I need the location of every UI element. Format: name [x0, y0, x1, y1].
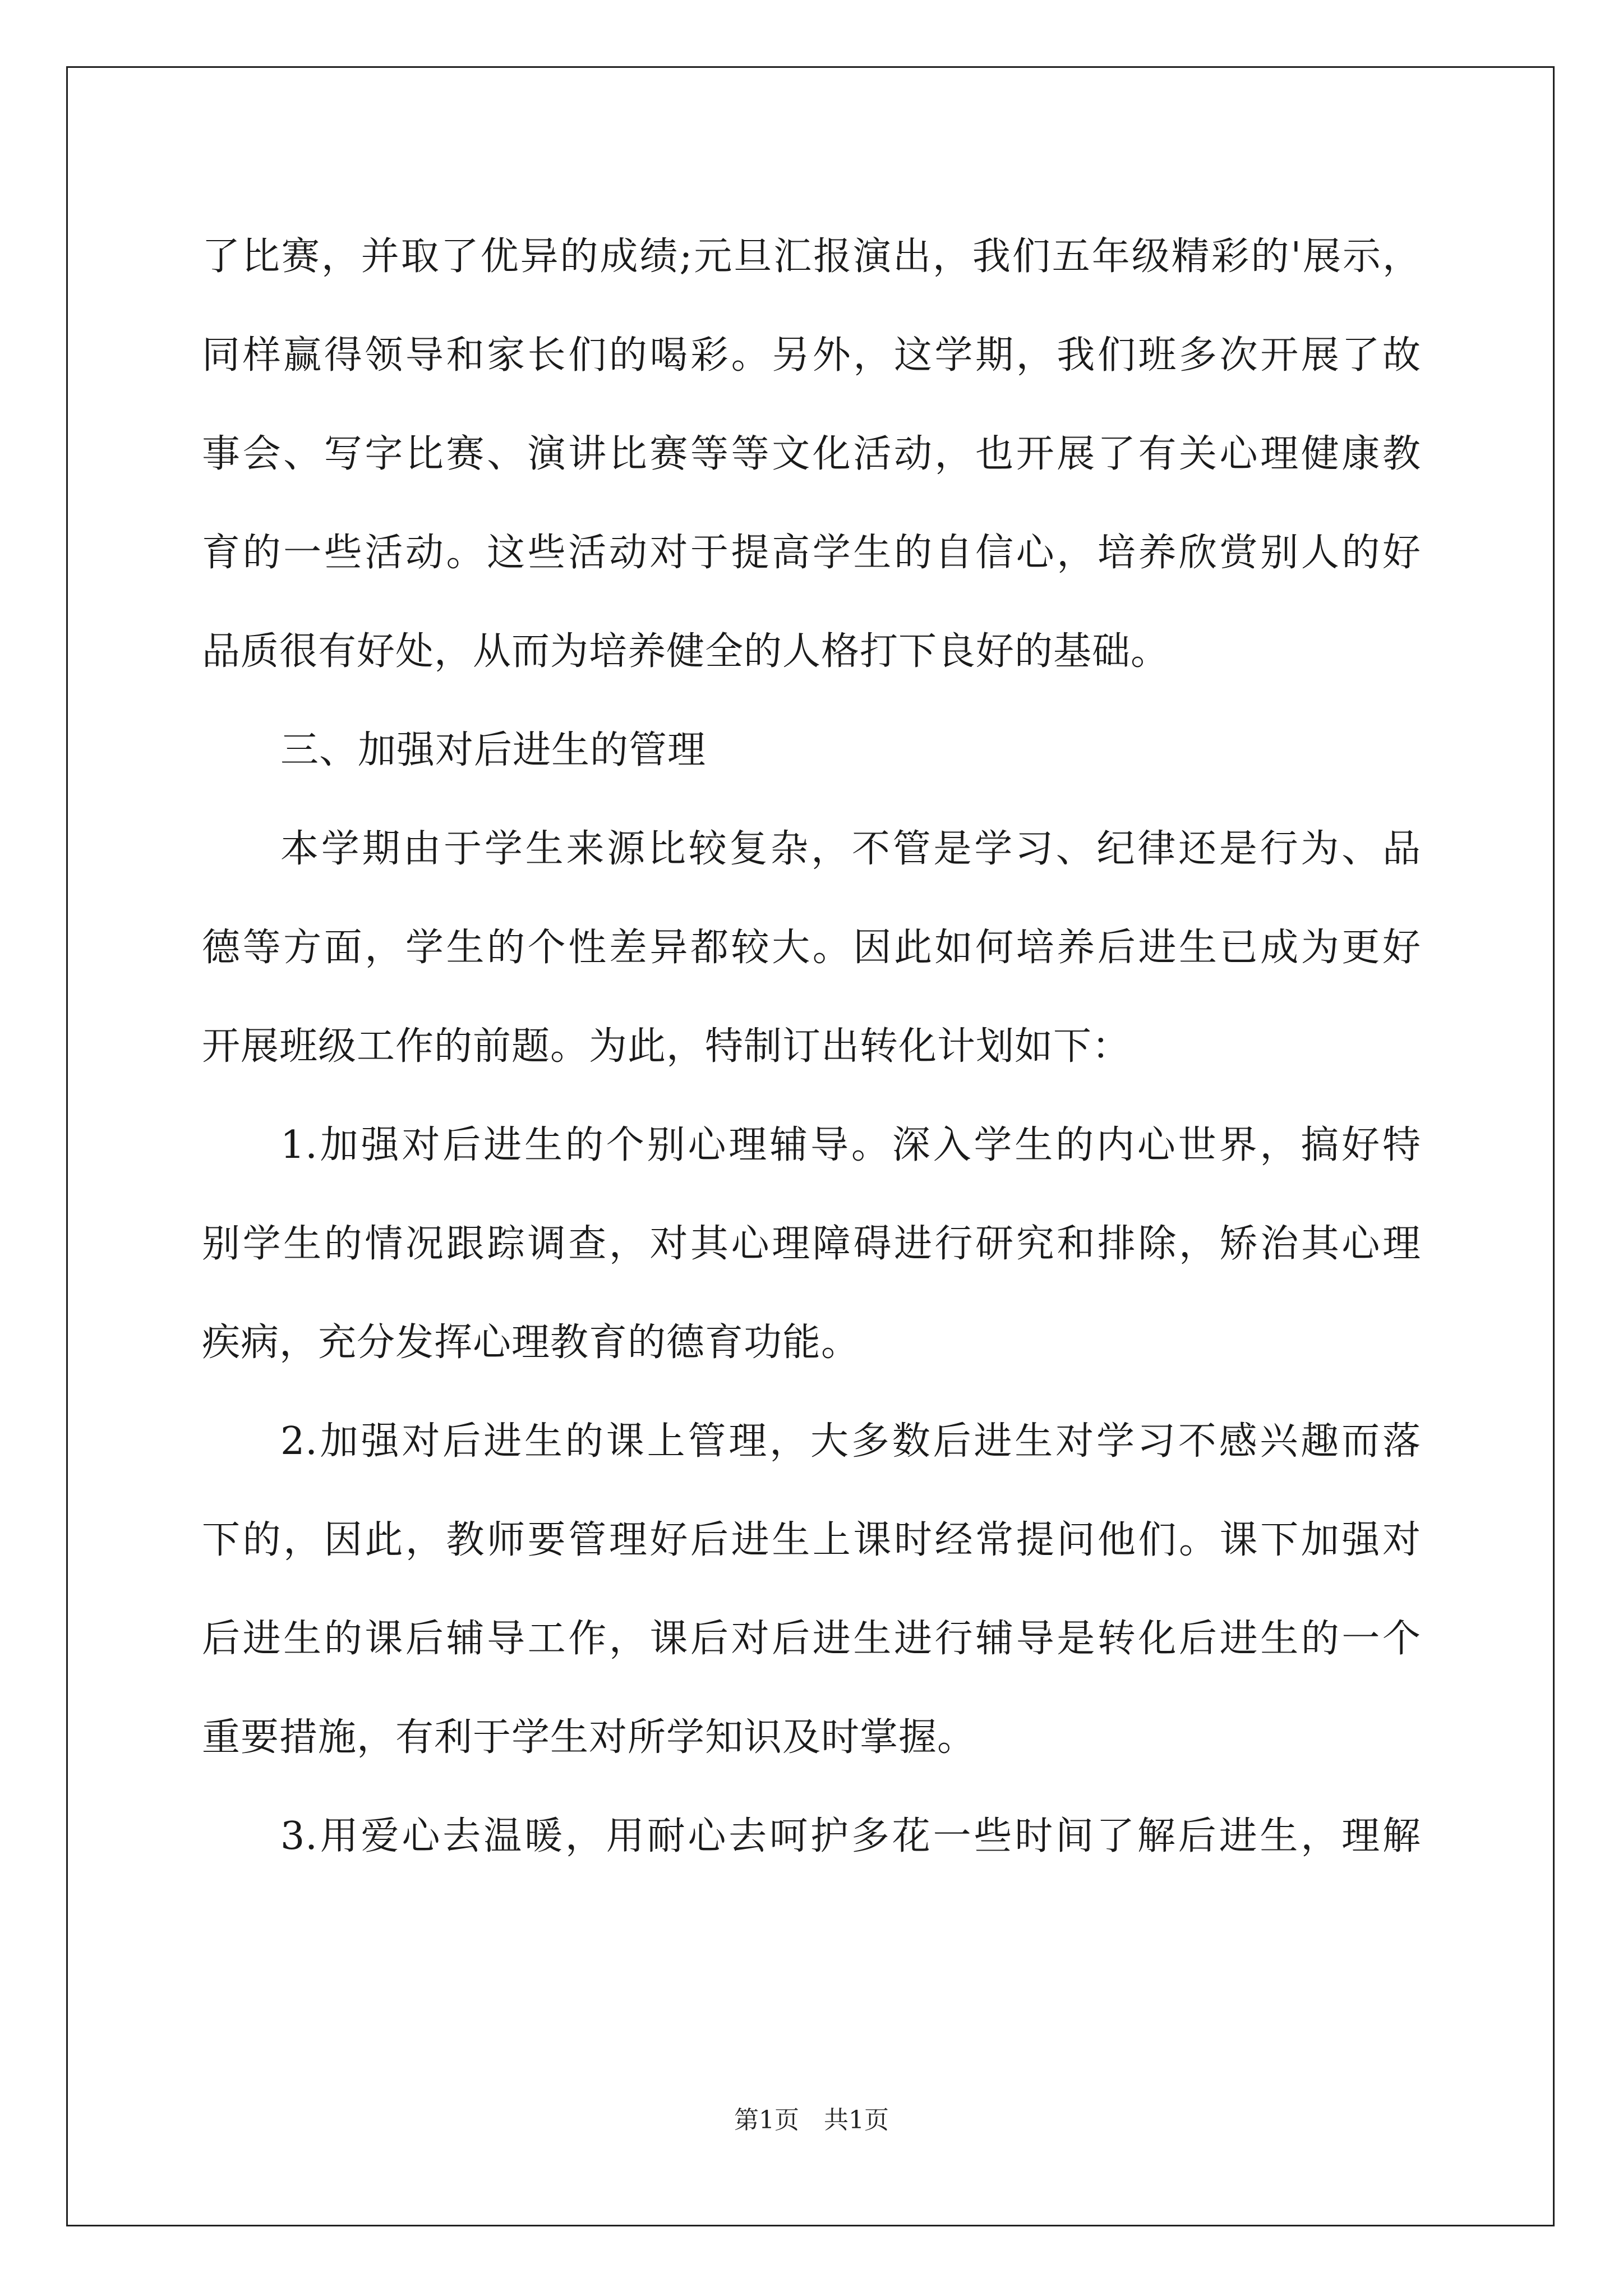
- text-line: 事会、写字比赛、演讲比赛等等文化活动，也开展了有关心理健康教: [202, 432, 1421, 476]
- list-item-2: 2.加强对后进生的课上管理，大多数后进生对学习不感兴趣而落: [280, 1419, 1421, 1464]
- text-line: 品质很有好处，从而为培养健全的人格打下良好的基础。: [202, 629, 1170, 674]
- text-line: 后进生的课后辅导工作，课后对后进生进行辅导是转化后进生的一个: [202, 1617, 1421, 1661]
- document-body: [202, 208, 1421, 1886]
- text-line: 育的一些活动。这些活动对于提高学生的自信心，培养欣赏别人的好: [202, 531, 1421, 575]
- page-number: 第1页 共1页: [734, 2106, 889, 2134]
- list-item-3: 3.用爱心去温暖，用耐心去呵护多花一些时间了解后进生，理解: [280, 1814, 1421, 1858]
- text-line: 开展班级工作的前题。为此，特制订出转化计划如下：: [202, 1024, 1131, 1069]
- text-line: 下的，因此，教师要管理好后进生上课时经常提问他们。课下加强对: [202, 1518, 1421, 1562]
- section-heading: 三、加强对后进生的管理: [280, 728, 707, 772]
- text-line: 德等方面，学生的个性差异都较大。因此如何培养后进生已成为更好: [202, 926, 1421, 970]
- text-line: 同样赢得领导和家长们的喝彩。另外，这学期，我们班多次开展了故: [202, 333, 1421, 378]
- text-line: 重要措施，有利于学生对所学知识及时掌握。: [202, 1715, 976, 1760]
- text-line: 疾病，充分发挥心理教育的德育功能。: [202, 1320, 860, 1365]
- text-line: 本学期由于学生来源比较复杂，不管是学习、纪律还是行为、品: [280, 827, 1421, 871]
- text-line: 了比赛，并取了优异的成绩;元旦汇报演出，我们五年级精彩的'展示，: [202, 234, 1421, 279]
- list-item-1: 1.加强对后进生的个别心理辅导。深入学生的内心世界，搞好特: [280, 1123, 1421, 1167]
- text-line: 别学生的情况跟踪调查，对其心理障碍进行研究和排除，矫治其心理: [202, 1222, 1421, 1266]
